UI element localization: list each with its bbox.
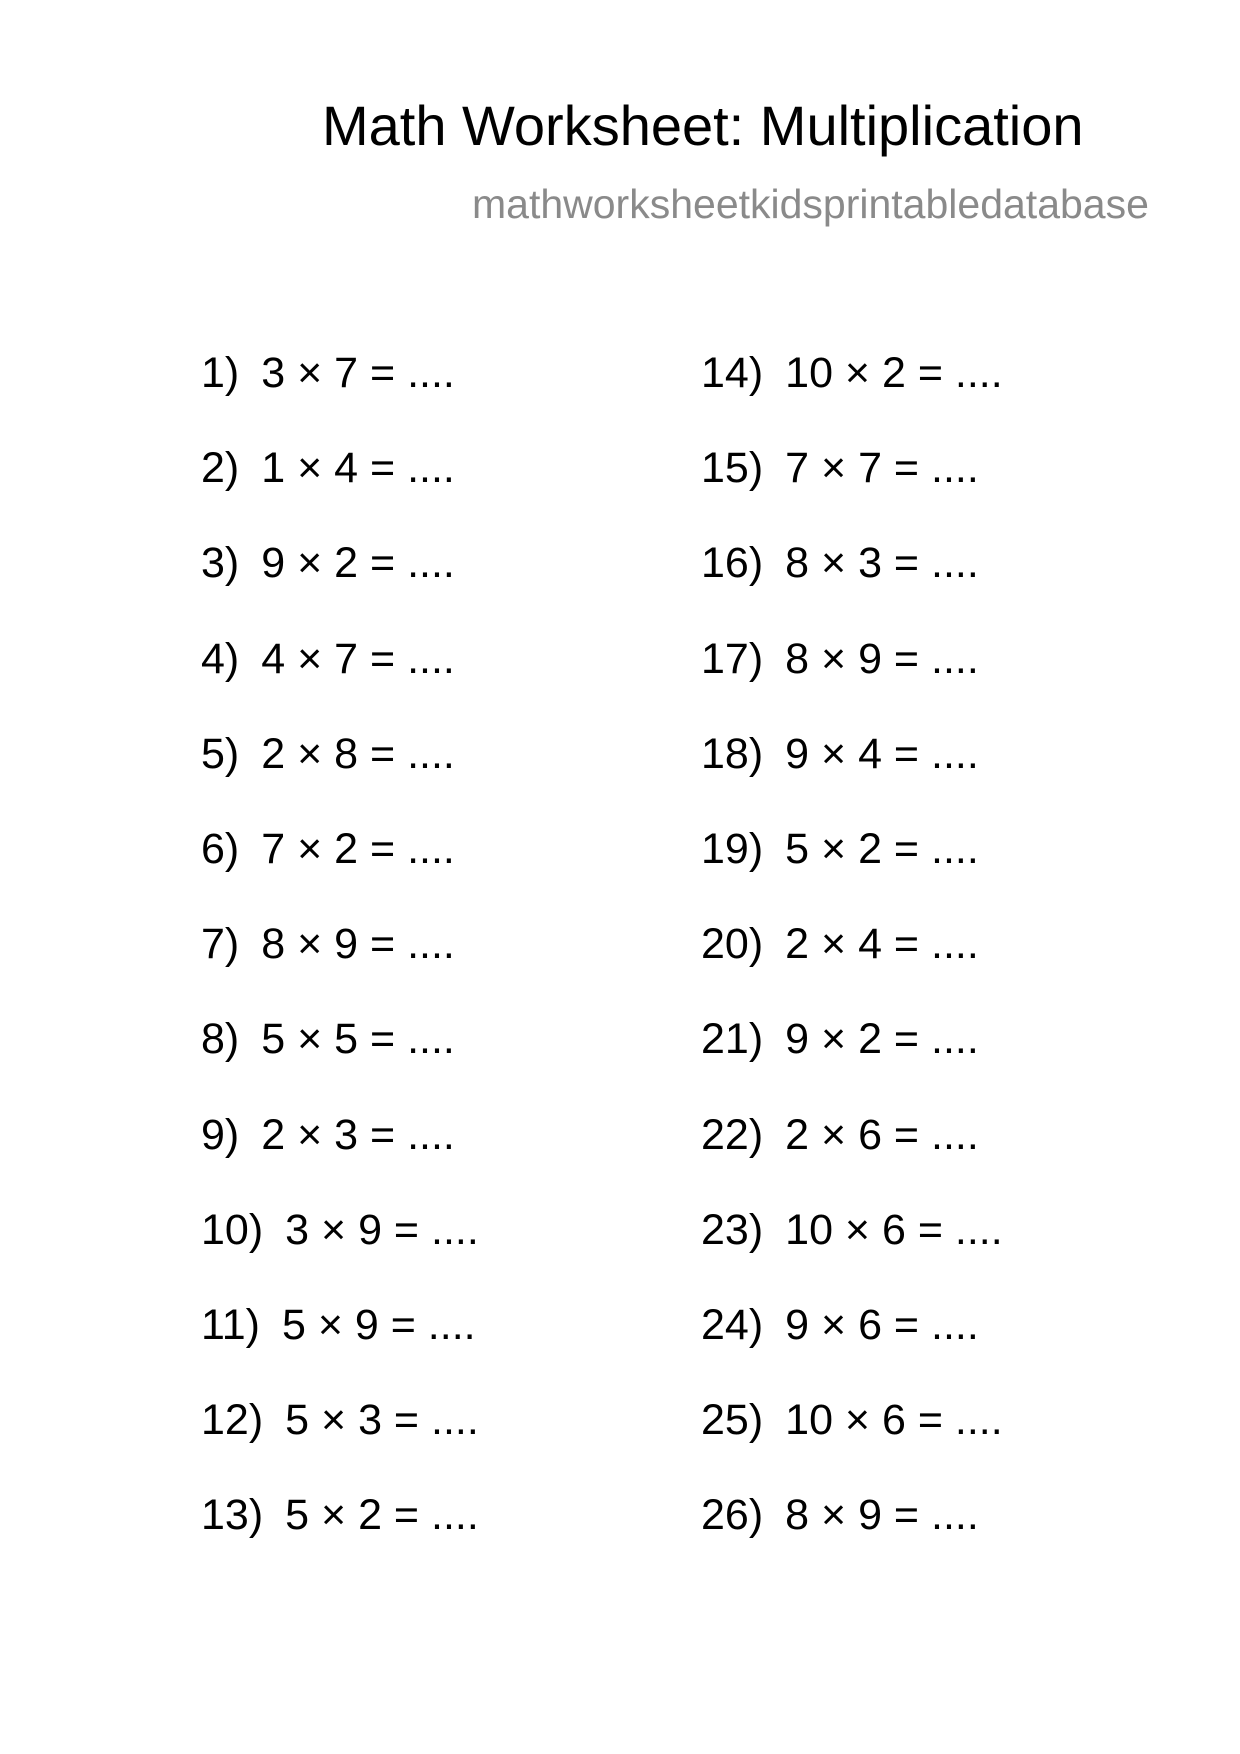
problem-item [201,920,479,1018]
problem-expression: 9 × 2 = .... [261,539,455,588]
problem-expression: 3 × 9 = .... [285,1205,479,1254]
problem-number: 18) [701,729,764,778]
problem-expression: 10 × 6 = .... [785,1205,1003,1254]
problem-number: 16) [701,539,764,588]
problem-item [201,349,479,447]
problem-expression: 1 × 4 = .... [261,444,455,493]
problem-number: 1) [201,349,240,397]
problem-expression: 5 × 9 = .... [281,1300,476,1349]
problem-item [201,634,479,733]
problems-column-left [201,349,479,1589]
problem-item [201,729,479,828]
problem-item [701,729,1003,828]
problem-expression: 5 × 3 = .... [285,1396,479,1445]
problem-number: 4) [201,634,240,683]
problem-number: 5) [201,729,240,778]
problem-number: 26) [701,1491,764,1540]
problem-expression: 2 × 4 = .... [785,920,979,969]
problem-number: 3) [201,539,240,588]
problem-expression: 3 × 7 = .... [261,349,455,397]
problem-item [201,1300,479,1399]
problem-item [201,1015,479,1113]
problem-number: 2) [201,444,240,493]
problem-item [201,1205,479,1304]
problem-number: 10) [201,1205,264,1254]
problem-number: 25) [701,1396,764,1445]
problem-expression: 8 × 9 = .... [785,1491,979,1540]
problem-item [701,1015,1003,1113]
problem-expression: 9 × 6 = .... [785,1300,979,1349]
problem-expression: 9 × 4 = .... [785,729,979,778]
problem-item [701,824,1003,923]
problem-number: 24) [701,1300,764,1349]
problem-expression: 5 × 5 = .... [261,1015,455,1064]
problem-item [201,1110,479,1209]
problem-number: 6) [201,824,240,873]
problem-number: 11) [201,1300,260,1349]
problem-expression: 4 × 7 = .... [261,634,455,683]
problem-expression: 7 × 2 = .... [261,824,455,873]
problem-item [201,1396,479,1494]
problem-expression: 2 × 3 = .... [261,1110,455,1159]
problem-number: 20) [701,920,764,969]
problem-expression: 10 × 6 = .... [785,1396,1003,1445]
problem-number: 13) [201,1491,264,1540]
problem-expression: 8 × 9 = .... [785,634,979,683]
problem-item [701,1491,1003,1589]
problem-item [701,444,1003,542]
problem-number: 7) [201,920,240,969]
problem-expression: 8 × 3 = .... [785,539,979,588]
problem-number: 17) [701,634,764,683]
problem-number: 12) [201,1396,264,1445]
problems-column-right [701,349,1003,1589]
page-subtitle: mathworksheetkidsprintabledatabase [472,181,1149,227]
problem-number: 8) [201,1015,240,1064]
problem-expression: 5 × 2 = .... [285,1491,479,1540]
problem-number: 9) [201,1110,240,1159]
problem-number: 23) [701,1205,764,1254]
problem-expression: 8 × 9 = .... [261,920,455,969]
problem-item [201,539,479,637]
problem-expression: 9 × 2 = .... [785,1015,979,1064]
problem-number: 19) [701,824,764,873]
problem-item [201,824,479,923]
problem-number: 21) [701,1015,764,1064]
problem-item [701,1396,1003,1494]
problem-item [201,1491,479,1589]
problem-item [701,1205,1003,1304]
problem-expression: 10 × 2 = .... [785,349,1003,397]
problem-expression: 5 × 2 = .... [785,824,979,873]
problem-item [701,634,1003,733]
problem-expression: 7 × 7 = .... [785,444,979,493]
problem-number: 22) [701,1110,764,1159]
problem-expression: 2 × 8 = .... [261,729,455,778]
problem-item [701,539,1003,637]
problem-expression: 2 × 6 = .... [785,1110,979,1159]
problem-item [701,349,1003,447]
problem-item [701,1300,1003,1399]
problem-item [701,1110,1003,1209]
problem-number: 15) [701,444,764,493]
page-title: Math Worksheet: Multiplication [322,94,1084,157]
problem-item [201,444,479,542]
problem-number: 14) [701,349,764,397]
problem-item [701,920,1003,1018]
